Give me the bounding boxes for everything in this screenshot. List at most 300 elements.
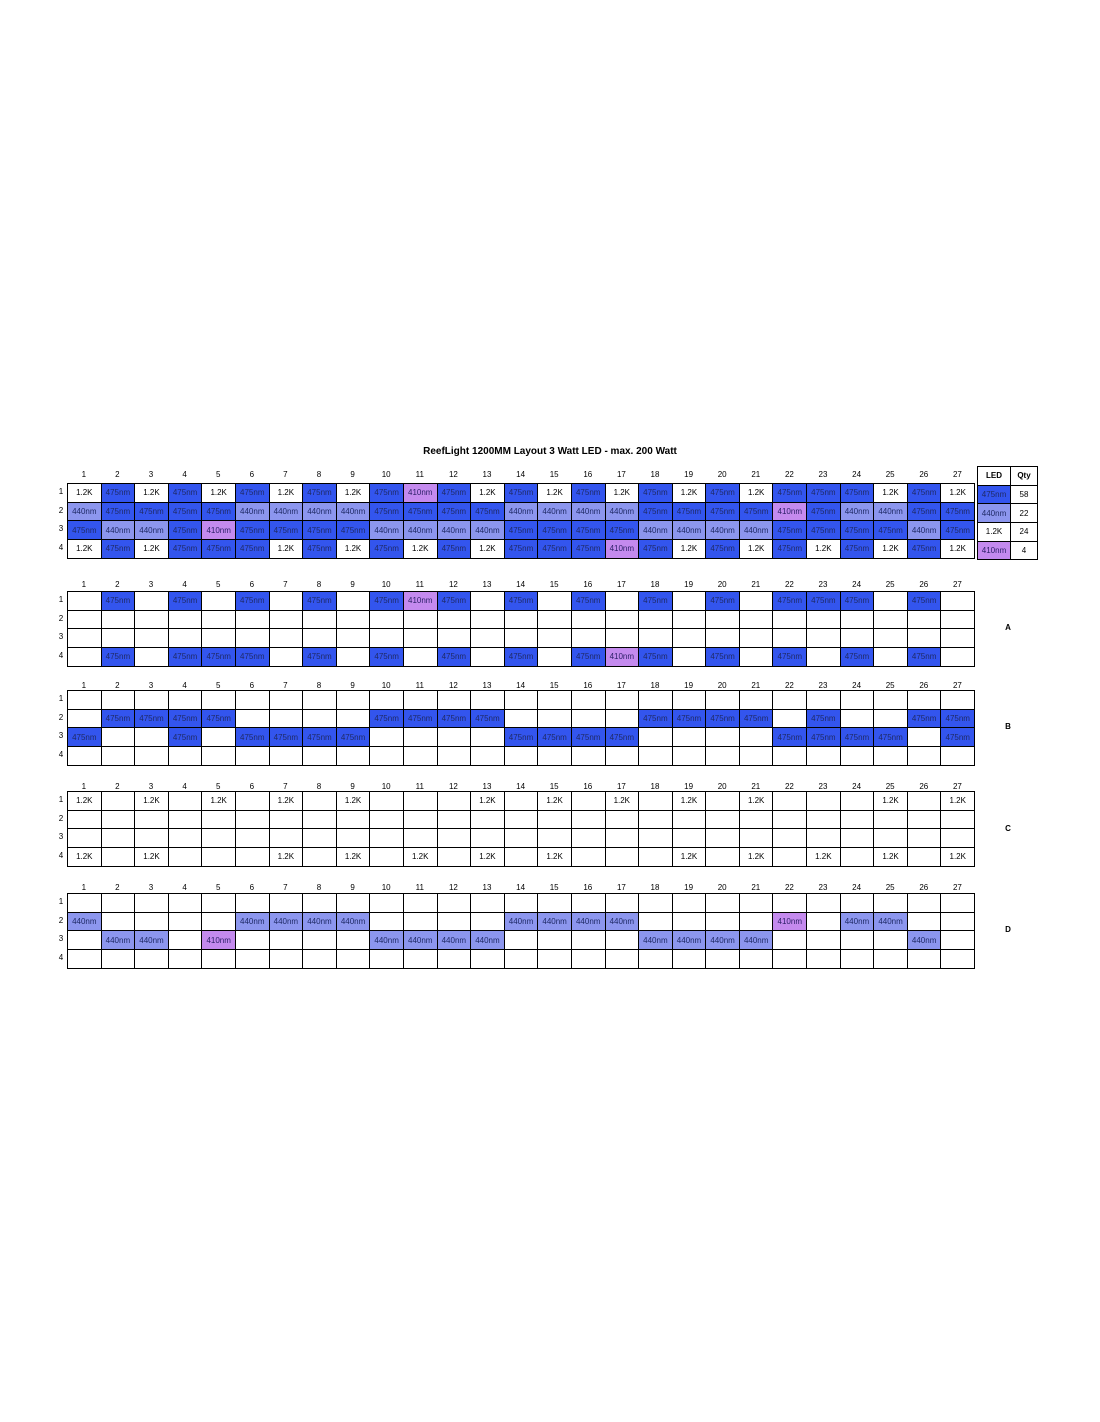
led-cell: 475nm [101, 502, 135, 521]
legend-header-row [978, 467, 1038, 486]
led-cell [739, 894, 773, 913]
column-number: 8 [316, 782, 322, 791]
led-cell: 475nm [403, 709, 437, 728]
led-cell [235, 848, 269, 867]
legend-header-qty: Qty [1011, 467, 1038, 486]
led-cell [672, 629, 706, 648]
led-cell [235, 950, 269, 969]
led-cell: 475nm [471, 502, 505, 521]
led-cell [202, 848, 236, 867]
led-cell [907, 610, 941, 629]
legend-row [978, 541, 1038, 560]
channel-label: D [1005, 925, 1011, 934]
column-number: 13 [482, 782, 492, 791]
led-cell [370, 912, 404, 931]
led-cell: 475nm [303, 484, 337, 503]
led-cell [403, 950, 437, 969]
column-number: 3 [148, 782, 154, 791]
led-cell [135, 648, 169, 667]
led-cell: 475nm [840, 592, 874, 611]
led-cell: 475nm [773, 592, 807, 611]
led-cell [135, 691, 169, 710]
grid-row [68, 521, 975, 540]
led-cell [437, 747, 471, 766]
column-number: 3 [148, 681, 154, 690]
led-cell [739, 648, 773, 667]
column-number: 7 [283, 580, 288, 589]
led-cell [269, 592, 303, 611]
led-cell [202, 610, 236, 629]
led-cell: 475nm [68, 521, 102, 540]
column-number: 22 [784, 782, 794, 791]
led-cell [874, 629, 908, 648]
led-cell: 440nm [504, 502, 538, 521]
column-number: 19 [684, 580, 694, 589]
led-cell [471, 610, 505, 629]
column-number: 9 [350, 782, 355, 791]
led-cell: 440nm [403, 931, 437, 950]
column-number: 17 [616, 681, 626, 690]
led-cell [773, 931, 807, 950]
led-cell: 475nm [941, 521, 975, 540]
led-cell [336, 648, 370, 667]
led-cell: 475nm [370, 592, 404, 611]
channel-grid [67, 893, 975, 969]
column-number: 16 [583, 470, 593, 479]
channel-grid [67, 791, 975, 867]
row-number: 4 [58, 651, 64, 661]
led-cell [840, 747, 874, 766]
column-number: 7 [283, 782, 288, 791]
column-number: 15 [549, 883, 559, 892]
led-cell [840, 792, 874, 811]
led-cell [672, 648, 706, 667]
led-cell: 440nm [269, 502, 303, 521]
led-cell [605, 848, 639, 867]
led-cell [807, 747, 841, 766]
column-number: 12 [448, 883, 458, 892]
led-cell: 475nm [303, 728, 337, 747]
led-cell [907, 810, 941, 829]
led-cell: 440nm [235, 912, 269, 931]
column-number: 13 [482, 470, 492, 479]
led-cell [269, 810, 303, 829]
led-cell: 475nm [840, 521, 874, 540]
led-cell: 475nm [907, 592, 941, 611]
led-cell: 475nm [807, 728, 841, 747]
led-cell [370, 848, 404, 867]
column-number: 9 [350, 681, 355, 690]
led-cell: 1.2K [269, 540, 303, 559]
column-number: 26 [919, 883, 929, 892]
led-cell [336, 747, 370, 766]
led-cell [639, 810, 673, 829]
column-number: 23 [818, 580, 828, 589]
column-number: 7 [283, 681, 288, 690]
led-cell [840, 709, 874, 728]
led-cell [303, 691, 337, 710]
led-cell [370, 894, 404, 913]
led-cell: 440nm [605, 912, 639, 931]
led-cell: 440nm [437, 931, 471, 950]
led-cell [437, 691, 471, 710]
led-cell [168, 848, 202, 867]
led-cell: 475nm [336, 521, 370, 540]
led-cell: 475nm [168, 709, 202, 728]
led-cell: 475nm [739, 709, 773, 728]
column-number: 18 [650, 782, 660, 791]
column-number: 11 [415, 782, 424, 791]
led-cell: 1.2K [471, 792, 505, 811]
led-cell: 440nm [739, 521, 773, 540]
led-cell [538, 747, 572, 766]
led-cell: 475nm [840, 540, 874, 559]
led-cell: 475nm [605, 521, 639, 540]
led-cell [538, 592, 572, 611]
led-cell [605, 592, 639, 611]
grid-row [68, 540, 975, 559]
column-number: 10 [381, 681, 391, 690]
led-cell: 1.2K [471, 484, 505, 503]
led-cell: 440nm [235, 502, 269, 521]
led-cell: 475nm [773, 484, 807, 503]
led-cell: 475nm [571, 484, 605, 503]
column-number: 20 [717, 681, 727, 690]
led-cell: 1.2K [135, 848, 169, 867]
led-cell: 475nm [639, 502, 673, 521]
column-number: 17 [616, 883, 626, 892]
led-cell: 475nm [840, 484, 874, 503]
led-cell [739, 728, 773, 747]
led-cell [639, 792, 673, 811]
column-number: 25 [885, 883, 895, 892]
led-cell: 475nm [874, 521, 908, 540]
led-quantity-legend [977, 466, 1038, 560]
led-cell [840, 691, 874, 710]
led-cell: 1.2K [874, 792, 908, 811]
led-cell: 475nm [202, 709, 236, 728]
led-cell: 440nm [739, 931, 773, 950]
led-cell [907, 912, 941, 931]
column-number: 4 [182, 883, 187, 892]
led-cell [101, 912, 135, 931]
column-number: 5 [215, 782, 221, 791]
led-cell [571, 931, 605, 950]
column-number: 10 [381, 470, 391, 479]
led-cell: 475nm [941, 502, 975, 521]
led-cell [571, 829, 605, 848]
led-cell: 1.2K [605, 484, 639, 503]
column-number: 23 [818, 782, 828, 791]
led-cell [672, 728, 706, 747]
grid-row [68, 629, 975, 648]
led-cell [773, 709, 807, 728]
led-cell: 410nm [773, 502, 807, 521]
column-number: 11 [415, 883, 424, 892]
led-cell [706, 792, 740, 811]
column-number: 18 [650, 681, 660, 690]
led-cell: 440nm [336, 502, 370, 521]
led-cell: 1.2K [672, 848, 706, 867]
led-cell: 475nm [571, 592, 605, 611]
column-number: 12 [448, 580, 458, 589]
led-cell [135, 592, 169, 611]
column-number: 4 [182, 470, 187, 479]
column-number: 3 [148, 470, 154, 479]
led-cell: 475nm [202, 502, 236, 521]
led-cell [571, 810, 605, 829]
column-number: 25 [885, 580, 895, 589]
led-cell [773, 950, 807, 969]
led-cell [739, 912, 773, 931]
legend-row [978, 504, 1038, 523]
led-cell [571, 894, 605, 913]
led-cell: 475nm [471, 709, 505, 728]
row-number: 2 [58, 613, 64, 623]
legend-led: 1.2K [978, 523, 1011, 542]
led-cell: 475nm [370, 502, 404, 521]
led-cell [370, 728, 404, 747]
led-cell [739, 950, 773, 969]
full-layout-grid [67, 483, 975, 559]
led-cell [403, 728, 437, 747]
led-cell [874, 610, 908, 629]
led-cell [168, 894, 202, 913]
led-cell: 475nm [336, 728, 370, 747]
led-cell [941, 747, 975, 766]
led-cell [135, 610, 169, 629]
led-cell [437, 810, 471, 829]
column-number: 24 [852, 470, 862, 479]
led-cell: 440nm [135, 521, 169, 540]
led-cell [672, 810, 706, 829]
led-cell [605, 629, 639, 648]
led-cell: 440nm [471, 521, 505, 540]
led-cell: 475nm [168, 502, 202, 521]
led-cell: 410nm [403, 484, 437, 503]
led-cell [538, 629, 572, 648]
led-cell [101, 829, 135, 848]
row-number: 4 [58, 953, 64, 963]
column-number: 25 [885, 782, 895, 791]
led-cell [303, 829, 337, 848]
led-cell [639, 728, 673, 747]
led-cell [874, 747, 908, 766]
led-cell: 475nm [807, 592, 841, 611]
row-number: 1 [58, 795, 64, 804]
column-number: 5 [215, 580, 221, 589]
led-cell [706, 894, 740, 913]
column-number: 12 [448, 470, 458, 479]
led-cell: 475nm [706, 540, 740, 559]
led-cell [101, 950, 135, 969]
led-cell [706, 912, 740, 931]
led-cell [672, 912, 706, 931]
led-cell [840, 829, 874, 848]
led-cell: 475nm [235, 484, 269, 503]
column-number: 21 [751, 782, 761, 791]
led-cell [773, 810, 807, 829]
column-header-row [67, 578, 974, 592]
column-number: 27 [952, 580, 962, 589]
row-number: 2 [58, 712, 64, 722]
led-cell [807, 829, 841, 848]
grid-row [68, 894, 975, 913]
led-cell [303, 810, 337, 829]
led-cell [403, 829, 437, 848]
led-cell: 475nm [706, 648, 740, 667]
led-cell [773, 829, 807, 848]
led-cell [907, 691, 941, 710]
column-number: 8 [316, 883, 322, 892]
led-cell: 475nm [504, 728, 538, 747]
led-cell: 475nm [504, 648, 538, 667]
led-cell [370, 792, 404, 811]
column-number: 15 [549, 580, 559, 589]
led-cell [840, 629, 874, 648]
led-cell [941, 912, 975, 931]
led-cell [706, 629, 740, 648]
column-number: 25 [885, 470, 895, 479]
led-cell: 1.2K [336, 540, 370, 559]
led-cell: 475nm [907, 502, 941, 521]
led-cell: 475nm [269, 728, 303, 747]
led-cell: 475nm [571, 728, 605, 747]
led-cell: 410nm [403, 592, 437, 611]
led-cell [672, 950, 706, 969]
led-cell [840, 894, 874, 913]
led-cell: 475nm [706, 502, 740, 521]
column-number: 16 [583, 681, 593, 690]
led-cell: 475nm [370, 648, 404, 667]
led-cell: 440nm [303, 502, 337, 521]
led-cell [370, 810, 404, 829]
led-cell: 475nm [235, 648, 269, 667]
led-cell [773, 894, 807, 913]
led-cell [135, 747, 169, 766]
row-number: 1 [58, 595, 64, 604]
led-cell [538, 648, 572, 667]
led-cell [135, 810, 169, 829]
led-cell [437, 848, 471, 867]
led-cell [68, 931, 102, 950]
led-cell [706, 829, 740, 848]
led-cell [672, 592, 706, 611]
led-cell [706, 747, 740, 766]
led-cell: 440nm [907, 521, 941, 540]
led-cell [202, 691, 236, 710]
led-cell: 475nm [571, 648, 605, 667]
led-cell: 1.2K [739, 848, 773, 867]
page-title: ReefLight 1200MM Layout 3 Watt LED - max. 200 Watt [423, 446, 677, 457]
column-number: 20 [717, 782, 727, 791]
led-cell: 440nm [135, 931, 169, 950]
led-cell: 475nm [437, 502, 471, 521]
column-number: 23 [818, 681, 828, 690]
grid-row [68, 829, 975, 848]
row-number: 3 [58, 731, 64, 741]
led-cell: 475nm [370, 540, 404, 559]
led-cell: 440nm [370, 521, 404, 540]
led-cell [101, 810, 135, 829]
led-cell [68, 894, 102, 913]
led-cell: 475nm [303, 648, 337, 667]
led-cell: 475nm [235, 592, 269, 611]
column-number: 3 [148, 883, 154, 892]
led-cell: 475nm [571, 540, 605, 559]
led-cell [471, 912, 505, 931]
column-number: 11 [415, 470, 424, 479]
led-cell: 475nm [538, 540, 572, 559]
led-cell [840, 810, 874, 829]
led-cell: 1.2K [538, 792, 572, 811]
led-cell: 440nm [706, 521, 740, 540]
column-number: 12 [448, 681, 458, 690]
led-cell: 440nm [639, 521, 673, 540]
column-number: 6 [249, 681, 255, 690]
led-cell: 475nm [303, 540, 337, 559]
led-cell: 440nm [538, 912, 572, 931]
column-number: 5 [215, 681, 221, 690]
led-cell [101, 610, 135, 629]
legend-led: 410nm [978, 541, 1011, 560]
led-cell [471, 950, 505, 969]
led-cell: 475nm [437, 592, 471, 611]
led-cell: 475nm [101, 592, 135, 611]
led-cell: 1.2K [941, 484, 975, 503]
led-cell: 475nm [840, 648, 874, 667]
led-cell: 475nm [807, 521, 841, 540]
grid-row [68, 648, 975, 667]
led-cell: 475nm [101, 709, 135, 728]
led-cell [168, 610, 202, 629]
row-number: 3 [58, 632, 64, 642]
led-cell: 475nm [672, 709, 706, 728]
led-cell [202, 629, 236, 648]
led-cell [941, 829, 975, 848]
led-cell [235, 792, 269, 811]
led-cell: 475nm [168, 648, 202, 667]
led-cell [336, 610, 370, 629]
column-number: 13 [482, 580, 492, 589]
led-cell: 1.2K [807, 848, 841, 867]
column-number: 15 [549, 470, 559, 479]
column-number: 22 [784, 470, 794, 479]
led-cell [907, 629, 941, 648]
led-cell [639, 610, 673, 629]
led-cell: 475nm [504, 540, 538, 559]
led-cell: 475nm [403, 502, 437, 521]
row-number: 1 [58, 694, 64, 703]
led-cell [336, 931, 370, 950]
led-cell [807, 792, 841, 811]
led-cell: 475nm [639, 648, 673, 667]
led-cell [471, 728, 505, 747]
led-cell [235, 810, 269, 829]
led-cell [403, 747, 437, 766]
led-cell [739, 829, 773, 848]
led-cell: 1.2K [874, 540, 908, 559]
led-cell [403, 912, 437, 931]
led-cell [672, 894, 706, 913]
led-cell [706, 728, 740, 747]
led-cell: 475nm [706, 484, 740, 503]
led-cell [202, 950, 236, 969]
led-cell [739, 629, 773, 648]
led-cell: 475nm [68, 728, 102, 747]
column-number: 2 [115, 580, 120, 589]
led-cell: 1.2K [941, 848, 975, 867]
